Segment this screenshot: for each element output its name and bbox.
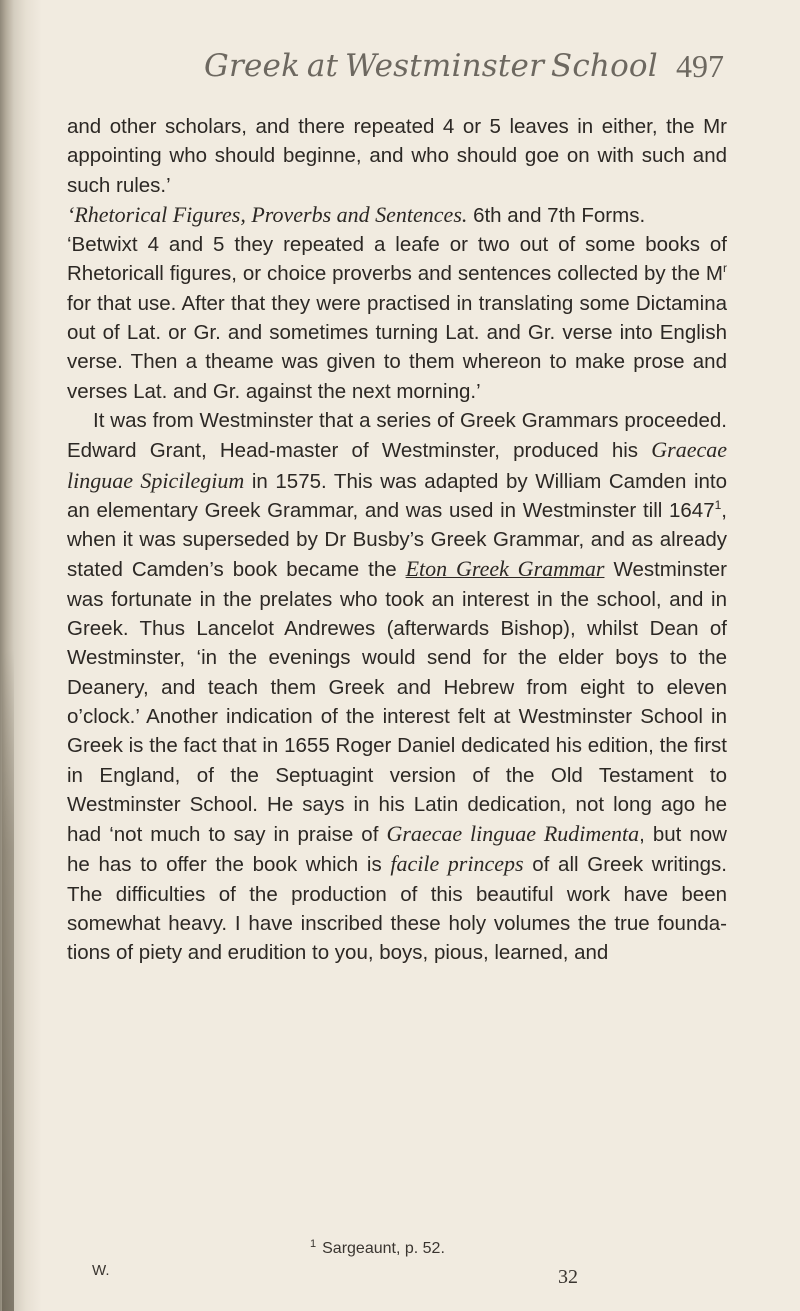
- title-eton-greek-grammar: Eton Greek Grammar: [405, 556, 605, 582]
- running-head: [160, 48, 724, 98]
- footnote: [310, 1238, 445, 1258]
- running-title: Greek at Westminster School: [204, 48, 658, 84]
- paragraph-4: It was from Westminster that a series of Greek Grammars proceeded. Edward Grant, Head-master of Westminster, produced his Graecae linguae Spicilegium in 1575. This was adapted by William Camden into an elementary Greek Grammar, and was used in Westminster till 1647$^1$, when it was superseded by Dr Busby’s Greek Grammar, and as already stated Camden’s book became the Eton Greek Grammar Westminster was fortunate in the prelates who took an interest in the school, and in Greek. Thus Lancelot Andrewes (afterwards Bishop), whilst Dean of Westminster, ‘in the evenings would send for the elder boys to the Deanery, and teach them Greek and Hebrew from eight to eleven o’clock.’ Another indication of the interest felt at Westminster School in Greek is the fact that in 1655 Roger Daniel dedicated his edition, the first in England, of the Septuagint version of the Old Testament to Westminster School. He says in his Latin dedication, not long ago he had ‘not much to say in praise of Graecae linguae Rudimenta, but now he has to offer the book which is facile princeps of all Greek writings. The difficulties of the production of this beautiful work have been somewhat heavy. I have inscribed these holy volumes the true foundations of piety and erudition to you, boys, pious, learned, and: [67, 408, 728, 965]
- footnote-text: Sargeaunt, p. 52.: [322, 1240, 445, 1257]
- body-text: [67, 112, 727, 968]
- footnote-marker: 1: [310, 1238, 317, 1250]
- heading-forms: 6th and 7th Forms.: [467, 203, 646, 227]
- heading-rhetorical-figures: ‘Rhetorical Figures, Proverbs and Sentences.: [67, 201, 468, 227]
- paragraph-3: ‘Betwixt 4 and 5 they repeated a leafe or two out of some books of Rhetoricall figures, or choice proverbs and sentences collected by the $M^r$ for that use. After that they were practised in translating some Dictamina out of Lat. or Gr. and sometimes turning Lat. and Gr. verse into English verse. Then a theame was given to them whereon to make prose and verses Lat. and Gr. against the next morning.’: [67, 233, 727, 403]
- signature-mark: W.: [92, 1262, 110, 1279]
- phrase-facile-princeps: facile princeps: [390, 851, 524, 877]
- paragraph-1: and other scholars, and there repeated 4 or 5 leaves in either, the Mr appointing who should beginne, and who should goe on with such and such rules.’: [67, 115, 727, 197]
- title-spicilegium: Graecae linguae Spicilegium: [67, 437, 727, 493]
- paragraph-2-heading: [67, 200, 727, 230]
- footnote-reference: 1: [714, 497, 722, 512]
- title-rudimenta: Graecae linguae Rudimenta: [386, 821, 640, 847]
- binding-gutter-shadow: [0, 0, 42, 1311]
- page-number: 497: [676, 48, 724, 84]
- gathering-number: 32: [558, 1266, 578, 1288]
